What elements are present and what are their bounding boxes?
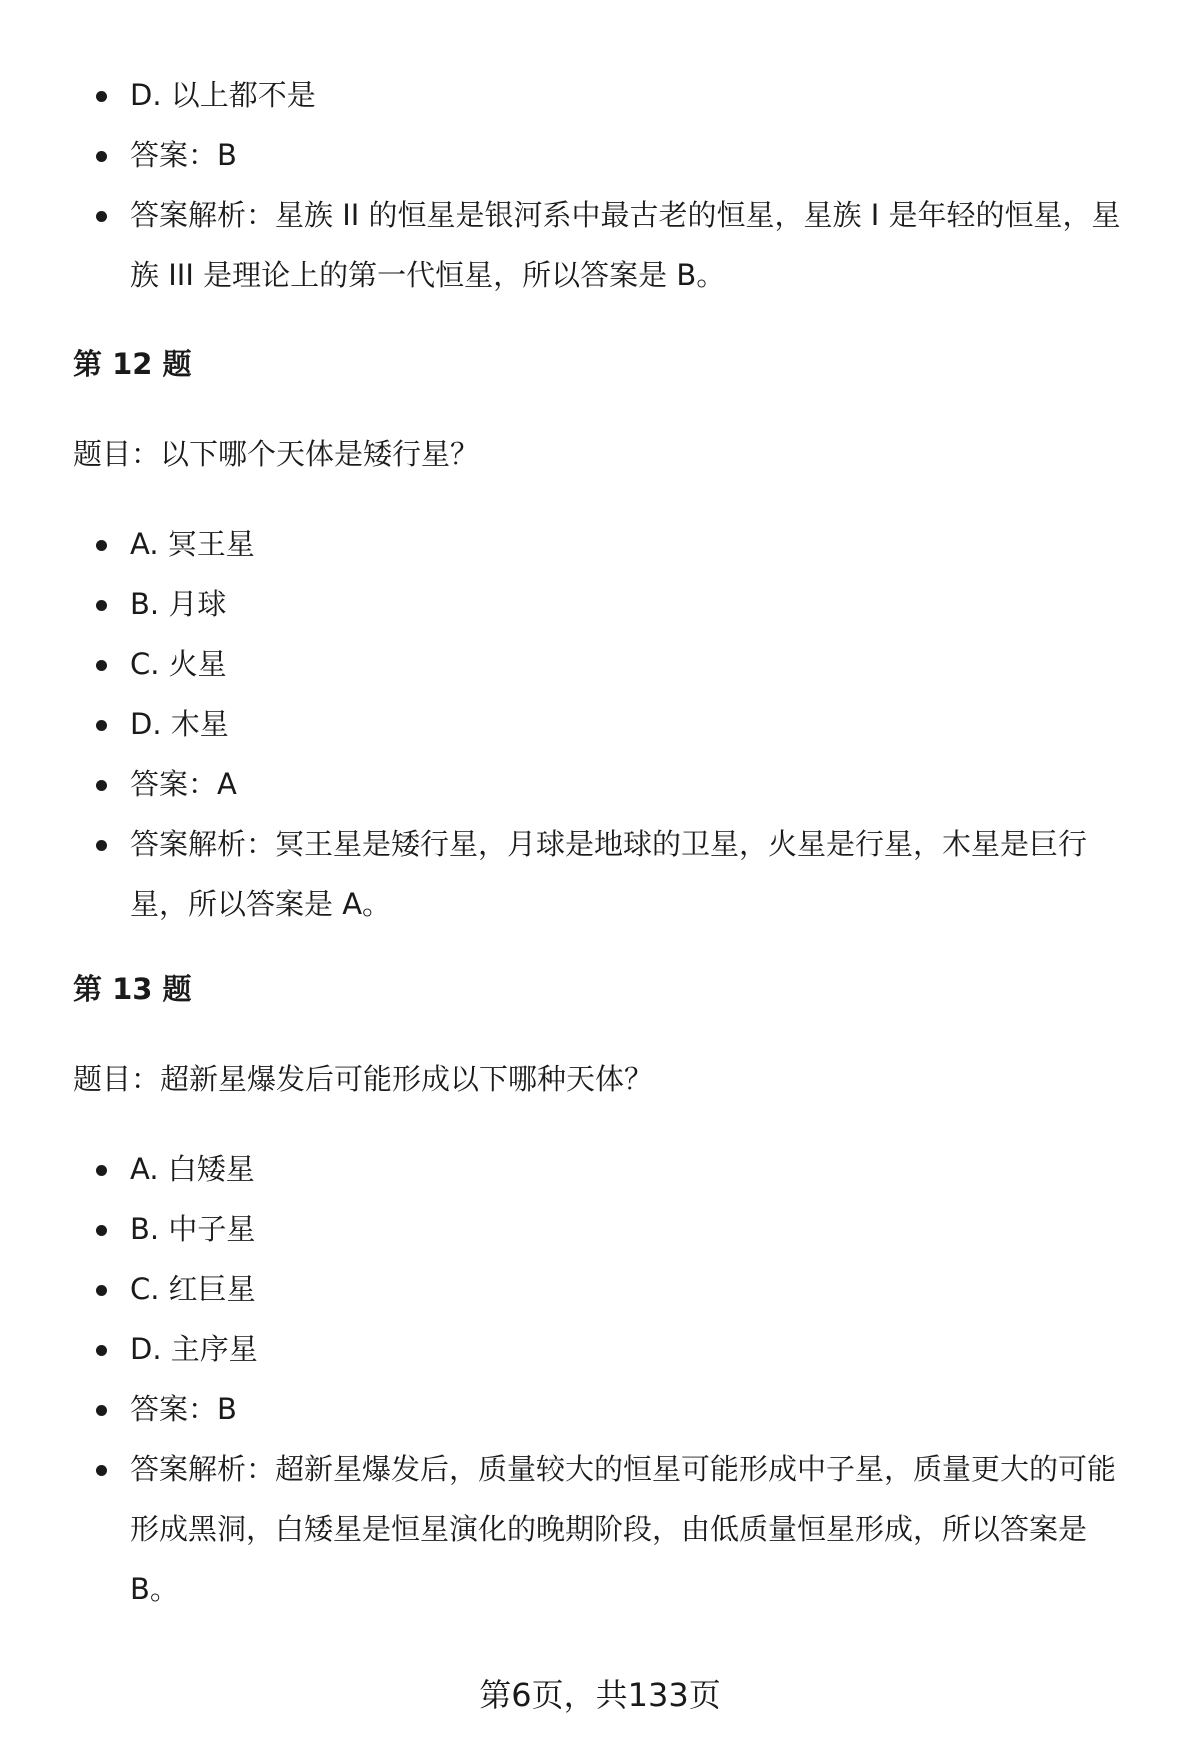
list-item: C. 火星: [0, 634, 1200, 694]
list-item: B. 中子星: [0, 1199, 1200, 1259]
list-item: B. 月球: [0, 574, 1200, 634]
list-item: 答案：B: [0, 125, 1200, 185]
list-item: D. 木星: [0, 694, 1200, 754]
bullet-icon: [96, 211, 107, 222]
question-13-options: [0, 1139, 1200, 1619]
bullet-icon: [96, 780, 107, 791]
question-12-options: [0, 514, 1200, 934]
bullet-icon: [96, 151, 107, 162]
bullet-icon: [96, 1225, 107, 1236]
bullet-icon: [96, 1405, 107, 1416]
bullet-icon: [96, 720, 107, 731]
bullet-icon: [96, 1465, 107, 1476]
page-number: 第6页，共133页: [479, 1676, 721, 1714]
list-item: 答案：B: [0, 1379, 1200, 1439]
bullet-icon: [96, 91, 107, 102]
question-heading-13: 第 13 题: [73, 972, 192, 1006]
list-item: D. 主序星: [0, 1319, 1200, 1379]
list-item: 答案：A: [0, 754, 1200, 814]
option-list: [0, 65, 1200, 305]
option-list: [0, 514, 1200, 934]
bullet-icon: [96, 1285, 107, 1296]
list-item: 答案解析：星族 II 的恒星是银河系中最古老的恒星，星族 I 是年轻的恒星，星族 III 是理论上的第一代恒星，所以答案是 B。: [0, 185, 1200, 305]
question-text-13: 题目：超新星爆发后可能形成以下哪种天体？: [73, 1062, 654, 1096]
bullet-icon: [96, 840, 107, 851]
question-text-12: 题目：以下哪个天体是矮行星？: [73, 437, 480, 471]
prev-question-options: [0, 65, 1200, 305]
option-list: [0, 1139, 1200, 1619]
list-item: 答案解析：冥王星是矮行星，月球是地球的卫星，火星是行星，木星是巨行星，所以答案是 A。: [0, 814, 1200, 934]
list-item: C. 红巨星: [0, 1259, 1200, 1319]
question-heading-12: 第 12 题: [73, 347, 192, 381]
list-item: A. 白矮星: [0, 1139, 1200, 1199]
bullet-icon: [96, 660, 107, 671]
bullet-icon: [96, 1165, 107, 1176]
bullet-icon: [96, 1345, 107, 1356]
list-item: A. 冥王星: [0, 514, 1200, 574]
bullet-icon: [96, 540, 107, 551]
bullet-icon: [96, 600, 107, 611]
list-item: D. 以上都不是: [0, 65, 1200, 125]
list-item: 答案解析：超新星爆发后，质量较大的恒星可能形成中子星，质量更大的可能形成黑洞，白矮星是恒星演化的晚期阶段，由低质量恒星形成，所以答案是 B。: [0, 1439, 1200, 1619]
